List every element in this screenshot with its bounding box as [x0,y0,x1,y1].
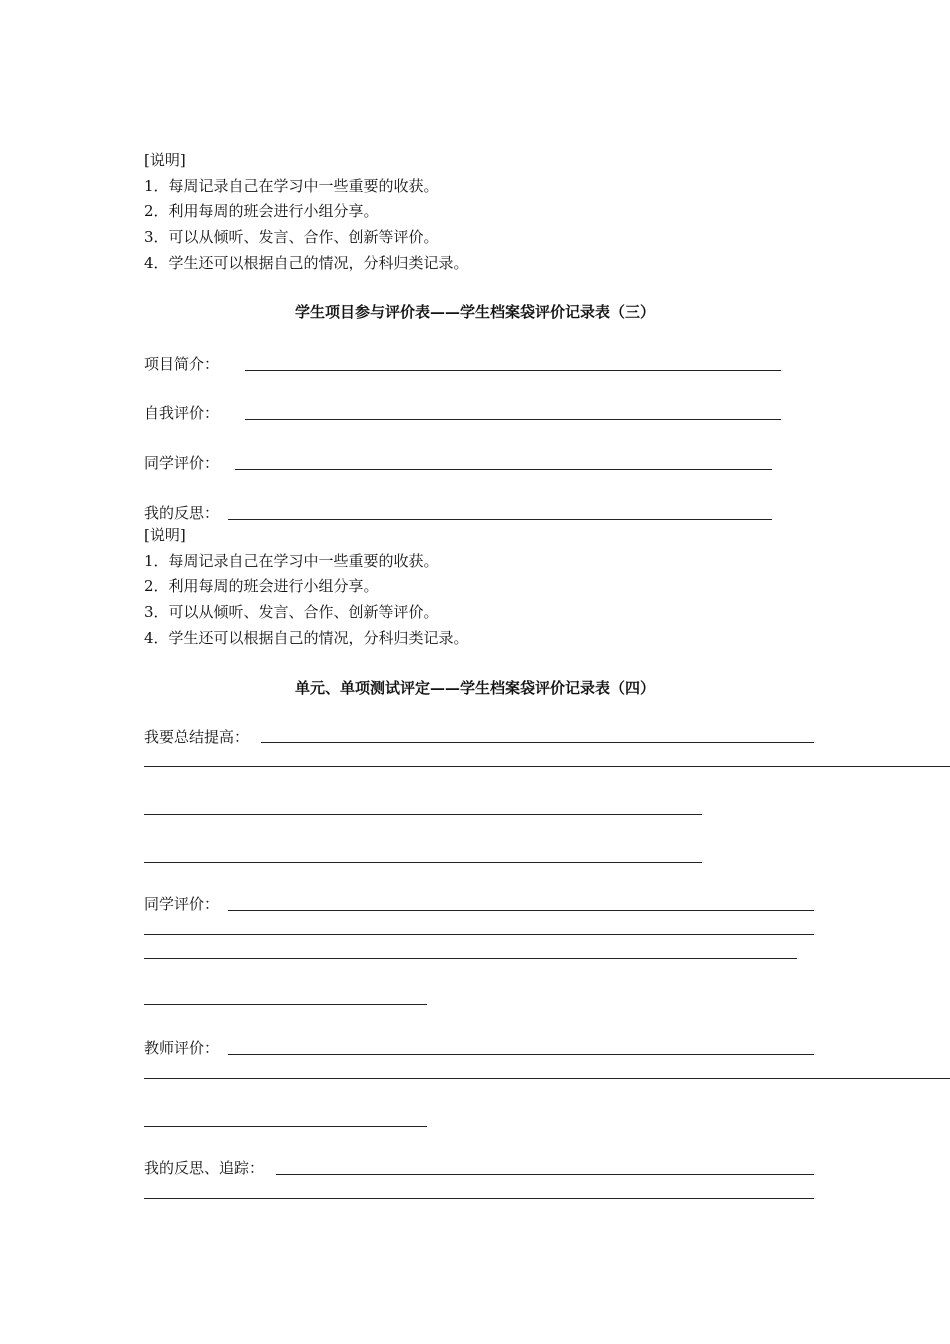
field-label-self-eval: 自我评价： [144,404,220,422]
note-item: 2．利用每周的班会进行小组分享。 [144,202,379,220]
field-label-peer-eval: 同学评价： [144,895,220,913]
summary-input-line[interactable] [144,766,950,767]
field-label-reflection-track: 我的反思、追踪： [144,1159,265,1177]
field-label-peer-eval: 同学评价： [144,454,220,472]
summary-input-line[interactable] [261,742,814,743]
note-item: 1．每周记录自己在学习中一些重要的收获。 [144,552,439,570]
note-item: 1．每周记录自己在学习中一些重要的收获。 [144,177,439,195]
reflection-input-line[interactable] [228,519,772,520]
self-eval-input-line[interactable] [245,419,781,420]
field-label-project-intro: 项目简介： [144,355,220,373]
peer-eval-input-line[interactable] [144,934,814,935]
reflection-track-input-line[interactable] [144,1198,814,1199]
teacher-eval-input-line[interactable] [144,1078,950,1079]
note-item: 3．可以从倾听、发言、合作、创新等评价。 [144,228,439,246]
peer-eval-input-line[interactable] [235,469,772,470]
note-item: 2．利用每周的班会进行小组分享。 [144,577,379,595]
note-item: 4．学生还可以根据自己的情况，分科归类记录。 [144,629,469,647]
note-heading: [说明] [144,526,186,544]
form-title-4: 单元、单项测试评定——学生档案袋评价记录表（四） [294,679,655,697]
peer-eval-input-line[interactable] [228,910,814,911]
summary-input-line[interactable] [144,814,702,815]
field-label-teacher-eval: 教师评价： [144,1039,220,1057]
field-label-summary: 我要总结提高： [144,728,250,746]
reflection-track-input-line[interactable] [276,1174,814,1175]
teacher-eval-input-line[interactable] [144,1126,427,1127]
note-item: 4．学生还可以根据自己的情况，分科归类记录。 [144,254,469,272]
peer-eval-input-line[interactable] [144,958,797,959]
summary-input-line[interactable] [144,862,702,863]
form-title-3: 学生项目参与评价表——学生档案袋评价记录表（三） [294,303,655,321]
note-item: 3．可以从倾听、发言、合作、创新等评价。 [144,603,439,621]
field-label-reflection: 我的反思： [144,504,220,522]
note-heading: [说明] [144,151,186,169]
peer-eval-input-line[interactable] [144,1004,427,1005]
teacher-eval-input-line[interactable] [228,1054,814,1055]
project-intro-input-line[interactable] [245,370,781,371]
